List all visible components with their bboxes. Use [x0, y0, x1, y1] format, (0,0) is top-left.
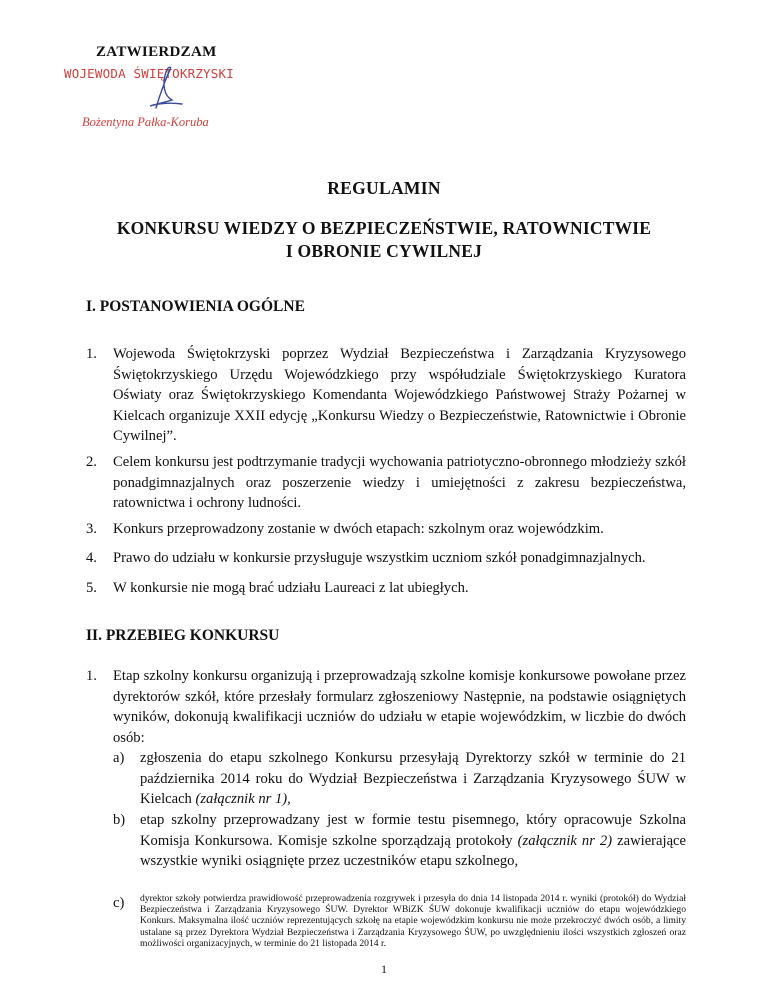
sub-item-body: zawierające wszystkie wyniki osiągnięte przez uczestników etapu szkolnego,	[140, 832, 687, 870]
item-text: Konkurs przeprowadzony zostanie w dwóch etapach: szkolnym oraz wojewódzkim.	[113, 521, 604, 537]
sub-item-label: c)	[113, 895, 125, 911]
sub-item-text	[140, 748, 686, 810]
list-item	[86, 666, 686, 748]
list-item	[86, 519, 686, 540]
sub-item-text	[140, 810, 686, 872]
item-text: Prawo do udziału w konkursie przysługuje wszystkim uczniom szkół ponadgimnazjalnych.	[113, 550, 646, 566]
sub-item-label: b)	[113, 812, 126, 828]
item-text: Wojewoda Świętokrzyski poprzez Wydział Bezpieczeństwa i Zarządzania Kryzysowego Świętokrzyskiego Urzędu Wojewódzkiego przy współudziale Świętokrzyskiego Kuratora Oświaty oraz Świętokrzyskiego Komendanta Wojewódzkiego Państwowej Straży Pożarnej w Kielcach organizuje XXII edycję „Konkursu Wiedzy o Bezpieczeństwie, Ratownictwie i Obronie Cywilnej”.	[113, 346, 686, 445]
sub-item-c	[113, 893, 686, 949]
sub-item-body: zgłoszenia do etapu szkolnego Konkursu przesyłają Dyrektorzy szkół w terminie do 21 października 2014 roku do Wydział Bezpieczeństwa i Zarządzania Kryzysowego ŚUW w Kielcach	[140, 750, 686, 808]
item-number: 3.	[86, 521, 97, 537]
item-number: 2.	[86, 454, 97, 470]
section-heading-procedure: II. PRZEBIEG KONKURSU	[86, 627, 280, 644]
item-number: 1.	[86, 668, 97, 684]
official-stamp: WOJEWODA ŚWIĘTOKRZYSKI	[64, 66, 234, 81]
subtitle-line-2: I OBRONIE CYWILNEJ	[285, 241, 483, 261]
item-text: Celem konkursu jest podtrzymanie tradycji wychowania patriotyczno-obronnego młodzieży szkół ponadgimnazjalnych oraz poszerzenie wiedzy i umiejętności z zakresu bezpieczeństwa, ratownictwa i ochrony ludności.	[113, 454, 686, 512]
list-item	[86, 344, 686, 447]
sub-item-b	[113, 810, 686, 872]
attachment-reference: (załącznik nr 2)	[517, 832, 613, 849]
page-number: 1	[381, 962, 387, 976]
item-text: W konkursie nie mogą brać udziału Laureaci z lat ubiegłych.	[113, 580, 469, 596]
item-number: 4.	[86, 550, 97, 566]
sub-item-a	[113, 748, 686, 810]
document-subtitle	[0, 217, 768, 263]
section-heading-general: I. POSTANOWIENIA OGÓLNE	[86, 298, 305, 315]
approval-heading: ZATWIERDZAM	[96, 44, 217, 60]
item-number: 5.	[86, 580, 97, 596]
attachment-reference: (załącznik nr 1),	[195, 791, 291, 808]
list-item	[86, 548, 686, 569]
document-title: REGULAMIN	[327, 178, 441, 198]
sub-item-text: dyrektor szkoły potwierdza prawidłowość przeprowadzenia rozgrywek i przesyła do dnia 14 listopada 2014 r. wyniki (protokół) do Wydział Bezpieczeństwa i Zarządzania Kryzysowego ŚUW. Dyrektor WBiZK ŚUW dokonuje kwalifikacji uczniów do etapu wojewódzkiego Konkurs. Maksymalna ilość uczniów reprezentujących szkołę na etapie wojewódzkim konkursu nie może przekroczyć dwóch osób, a limity ustalane są przez Dyrektora Wydział Bezpieczeństwa i Zarządzania Kryzysowego ŚUW, po uwzględnieniu ilości wszystkich zgłoszeń oraz możliwości organizacyjnych, w terminie do 21 listopada 2014 r.	[140, 893, 686, 949]
item-text: Etap szkolny konkursu organizują i przeprowadzają szkolne komisje konkursowe powołane przez dyrektorów szkół, które przesłały formularz zgłoszeniowy Następnie, na podstawie osiągniętych wyników, dokonują kwalifikacji uczniów do udziału w etapie wojewódzkim, w liczbie do dwóch osób:	[113, 668, 686, 746]
list-item	[86, 452, 686, 514]
list-item	[86, 578, 686, 599]
item-number: 1.	[86, 346, 97, 362]
sub-item-body: etap szkolny przeprowadzany jest w formie testu pisemnego, który opracowuje Szkolna Komisja Konkursowa. Komisje szkolne sporządzają protokoły	[140, 812, 686, 849]
subtitle-line-1: KONKURSU WIEDZY O BEZPIECZEŃSTWIE, RATOWNICTWIE	[116, 218, 652, 238]
sub-item-label: a)	[113, 750, 125, 766]
signature-icon	[126, 64, 196, 112]
signer-name: Bożentyna Pałka-Koruba	[82, 115, 209, 129]
